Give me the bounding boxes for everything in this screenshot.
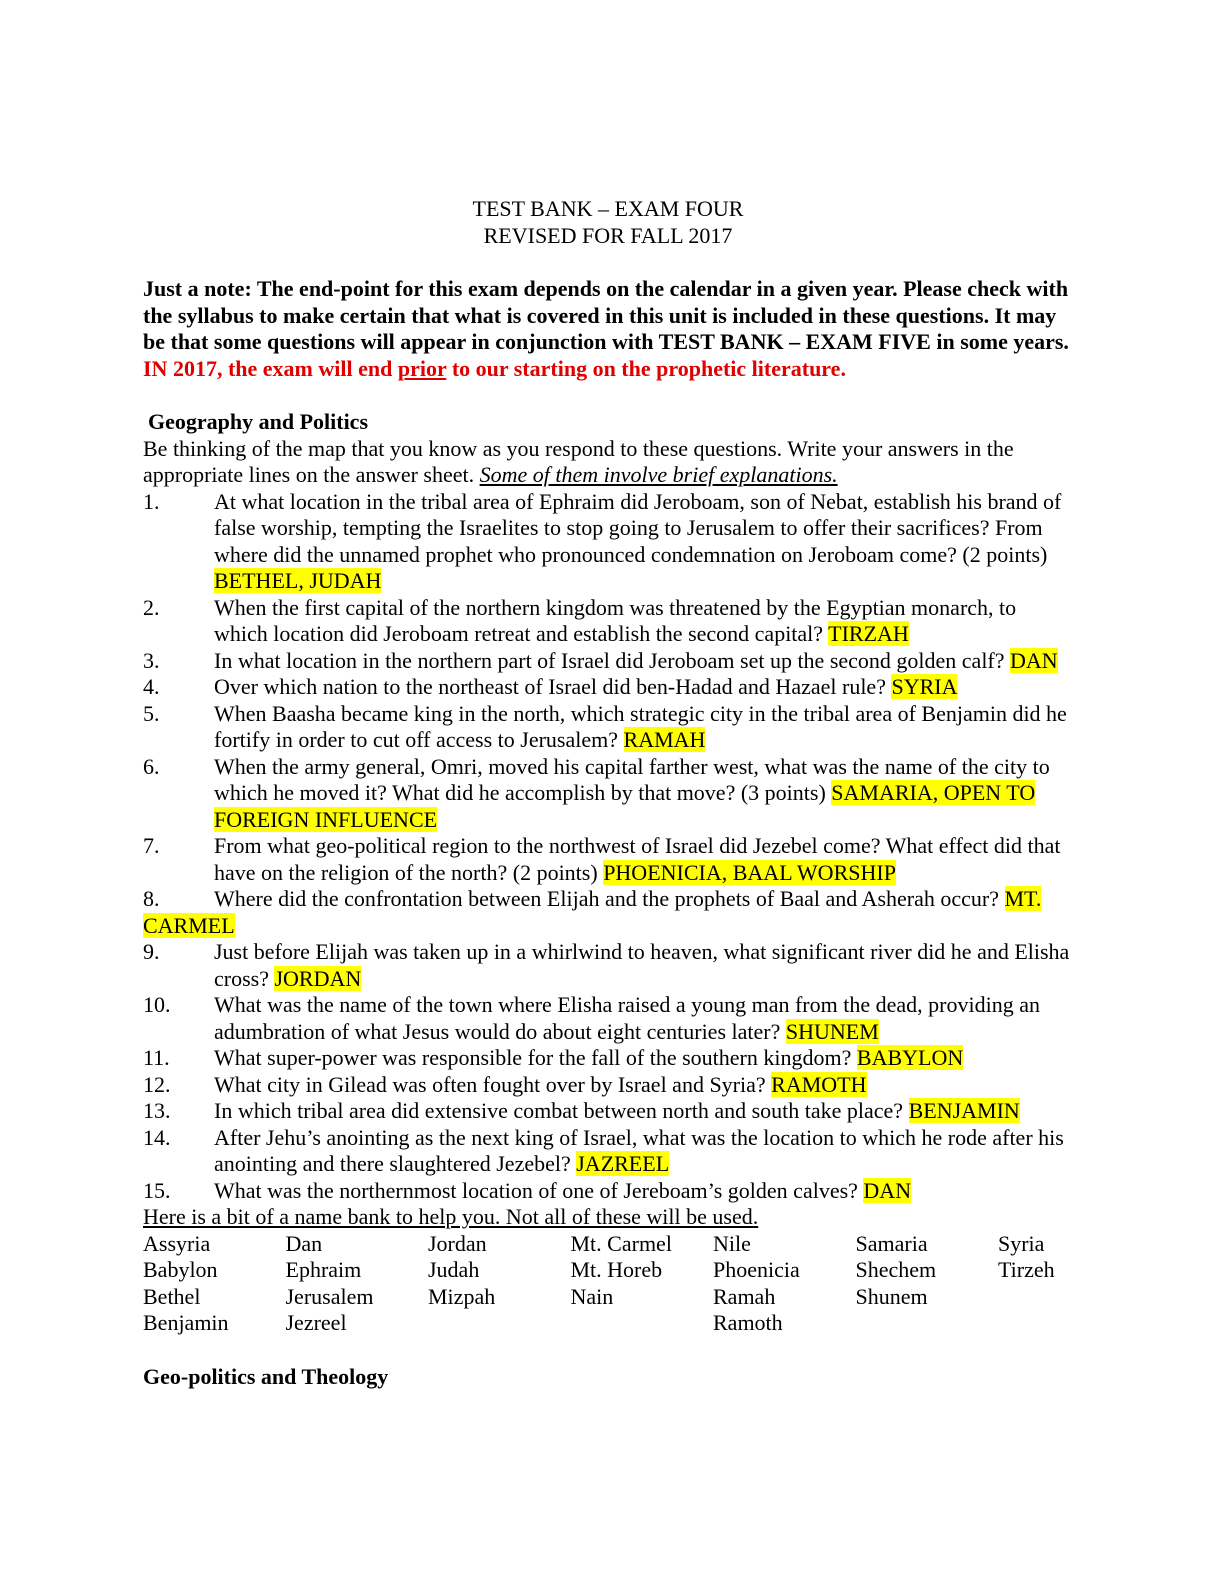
question-answer: JORDAN [274,965,362,991]
question-answer: RAMAH [623,727,706,752]
question-item [143,1045,1073,1072]
question-text: What was the name of the town where Elisha raised a young man from the dead, providing an adumbration of what Jesus would do about eight centuries later? [214,992,1040,1044]
name-bank-entry: Syria [998,1230,1045,1256]
note-red-before: IN 2017, the exam will end [143,355,398,381]
name-bank-entry: Tirzeh [998,1257,1055,1282]
note-red-underlined: prior [397,355,447,381]
name-bank-entry: Judah [428,1257,480,1282]
question-text: In which tribal area did extensive combat between north and south take place? [214,1098,909,1123]
question-number: 4. [143,674,160,699]
question-text: When Baasha became king in the north, which strategic city in the tribal area of Benjamin did he fortify in order to cut off access to Jerusalem? [214,700,1067,752]
question-item [143,754,1073,834]
page-subtitle: REVISED FOR FALL 2017 [483,222,733,248]
name-bank-entry: Shunem [855,1283,928,1309]
question-answer: RAMOTH [771,1071,867,1097]
name-bank-entry: Mt. Carmel [570,1230,672,1256]
name-bank-entry [998,1284,1141,1311]
question-item [143,674,1073,701]
question-number: 13. [143,1098,171,1123]
question-answer: MT. CARMEL [143,886,1042,938]
question-text: What was the northernmost location of one of Jereboam’s golden calves? [214,1177,864,1203]
question-number: 5. [143,700,160,726]
section-intro [143,436,1073,489]
name-bank-entry: Babylon [143,1257,218,1282]
question-text: Where did the confrontation between Elijah and the prophets of Baal and Asherah occur? [214,886,1005,911]
name-bank-entry: Jezreel [285,1310,347,1335]
question-item [143,1178,1073,1205]
name-bank-entry [856,1310,999,1337]
question-number: 10. [143,992,171,1017]
question-text: When the army general, Omri, moved his capital farther west, what was the name of the city to which he moved it? What did he accomplish by that move? (3 points) [214,753,1050,805]
question-answer: BENJAMIN [908,1098,1020,1123]
question-number: 7. [143,833,160,858]
question-answer: PHOENICIA, BAAL WORSHIP [603,859,896,885]
name-bank-entry: Benjamin [143,1310,229,1335]
question-text: Over which nation to the northeast of Israel did ben-Hadad and Hazael rule? [214,674,892,699]
section-heading-geography: Geography and Politics [148,409,369,434]
name-bank [143,1231,1073,1337]
name-bank-entry: Shechem [855,1257,937,1282]
name-bank-entry [428,1310,571,1337]
question-number: 3. [143,647,160,673]
question-answer: JAZREEL [576,1151,670,1176]
name-bank-entry: Assyria [143,1230,211,1256]
name-bank-entry: Ramoth [713,1310,783,1335]
question-text: What city in Gilead was often fought over by Israel and Syria? [214,1071,772,1097]
question-answer: BETHEL, JUDAH [214,568,382,593]
question-item [143,595,1073,648]
question-text: From what geo-political region to the northwest of Israel did Jezebel come? What effect did that have on the religion of the north? (2 points) [214,833,1061,885]
name-bank-entry: Nile [713,1230,751,1256]
question-number: 11. [143,1045,170,1070]
question-text: At what location in the tribal area of Ephraim did Jeroboam, son of Nebat, establish his brand of false worship, tempting the Israelites to stop going to Jerusalem to offer their sacrifices? From where did the unnamed prophet who pronounced condemnation on Jeroboam come? (2 points) [214,488,1062,567]
name-bank-entry: Samaria [855,1230,928,1256]
question-item [143,886,1073,939]
question-item [143,833,1073,886]
name-bank-entry: Dan [285,1230,323,1256]
question-text: When the first capital of the northern kingdom was threatened by the Egyptian monarch, to which location did Jeroboam retreat and establish the second capital? [214,594,1017,646]
name-bank-entry: Nain [570,1283,614,1309]
question-text: Just before Elijah was taken up in a whirlwind to heaven, what significant river did he and Elisha cross? [214,939,1070,991]
question-list [143,489,1073,1205]
note-red-after: to our starting on the prophetic literature. [446,355,846,381]
note-red-line [143,356,1073,383]
section-intro-emphasis: Some of them involve brief explanations. [479,462,838,487]
page-title: TEST BANK – EXAM FOUR [472,196,744,221]
question-answer: DAN [1010,647,1058,673]
question-answer: TIRZAH [828,621,909,646]
question-answer: BABYLON [856,1045,964,1070]
document-content [143,196,1073,1390]
question-number: 15. [143,1177,171,1203]
question-item [143,939,1073,992]
name-bank-entry: Ramah [713,1283,776,1309]
question-item [143,1125,1073,1178]
section-intro-text: Be thinking of the map that you know as you respond to these questions. Write your answers in the appropriate lines on the answer sheet. [143,435,1014,487]
question-answer: SAMARIA, OPEN TO FOREIGN INFLUENCE [214,780,1036,832]
question-item [143,648,1073,675]
question-item [143,1072,1073,1099]
name-bank-entry: Mt. Horeb [570,1257,663,1282]
name-bank-entry: Mizpah [428,1283,496,1309]
name-bank-heading: Here is a bit of a name bank to help you. Not all of these will be used. [143,1204,759,1229]
question-text: In what location in the northern part of Israel did Jeroboam set up the second golden calf? [214,647,1011,673]
question-number: 9. [143,939,160,964]
name-bank-entry: Ephraim [285,1257,362,1282]
question-item [143,1098,1073,1125]
question-number: 14. [143,1124,171,1150]
question-number: 1. [143,488,160,514]
name-bank-entry: Phoenicia [713,1257,800,1282]
question-text: After Jehu’s anointing as the next king of Israel, what was the location to which he rode after his anointing and there slaughtered Jezebel? [214,1124,1064,1176]
section-heading-geo-politics: Geo-politics and Theology [143,1363,389,1389]
question-answer: SYRIA [891,674,958,699]
name-bank-entry: Jerusalem [285,1283,374,1309]
question-text: What super-power was responsible for the fall of the southern kingdom? [214,1045,857,1070]
name-bank-entry: Jordan [428,1230,487,1256]
question-number: 2. [143,594,160,620]
name-bank-entry [998,1310,1141,1337]
question-item [143,992,1073,1045]
name-bank-entry [571,1310,714,1337]
question-number: 8. [143,886,160,911]
question-number: 12. [143,1071,171,1097]
name-bank-entry: Bethel [143,1283,201,1309]
question-item [143,701,1073,754]
question-answer: SHUNEM [785,1018,879,1044]
note-paragraph: Just a note: The end-point for this exam depends on the calendar in a given year. Please check with the syllabus to make certain that what is covered in this unit is included in these questions. It may be that some questions will appear in conjunction with TEST BANK – EXAM FIVE in some years. [143,276,1069,354]
question-number: 6. [143,753,160,779]
question-item [143,489,1073,595]
question-answer: DAN [863,1177,912,1203]
